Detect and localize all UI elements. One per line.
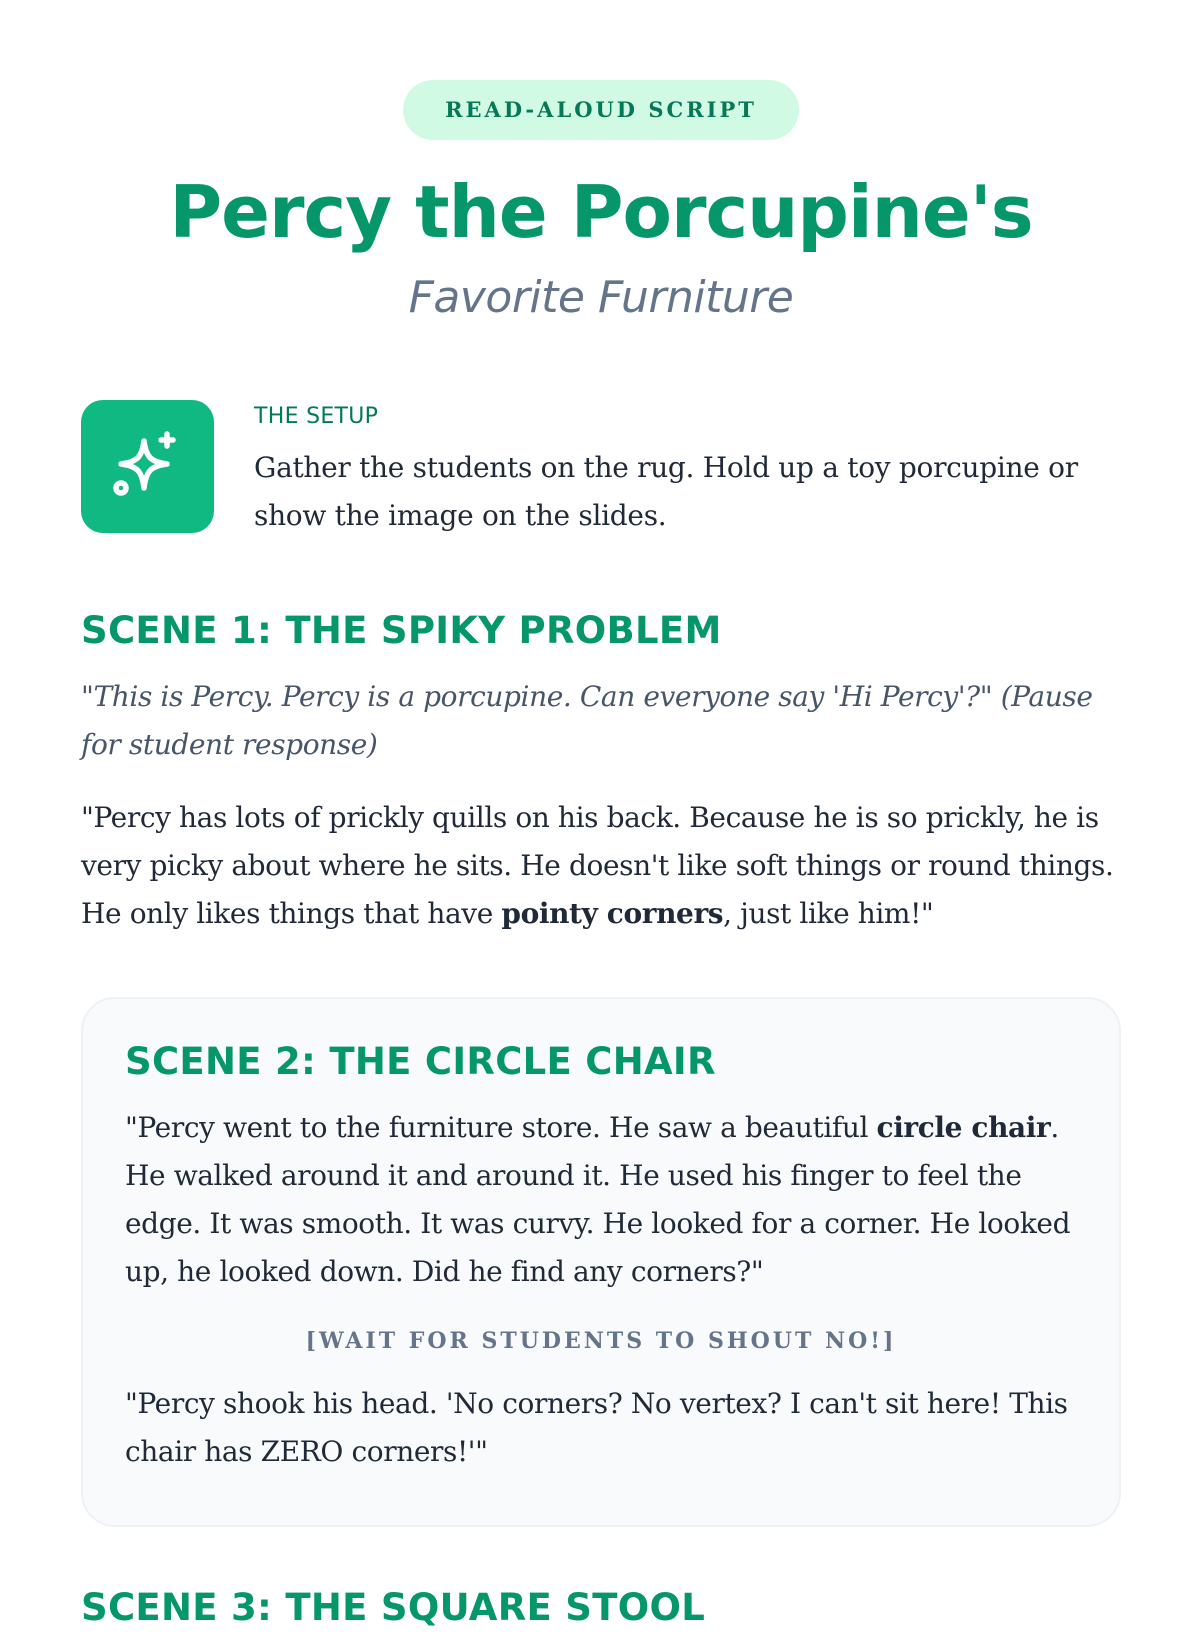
scene-2-heading: SCENE 2: THE CIRCLE CHAIR xyxy=(125,1040,716,1083)
scene-2-emphasis: circle chair xyxy=(876,1111,1051,1144)
script-type-badge: READ-ALOUD SCRIPT xyxy=(403,80,799,140)
script-page xyxy=(81,0,1121,1629)
scene-3-heading: SCENE 3: THE SQUARE STOOL xyxy=(81,1586,706,1629)
scene-1-heading: SCENE 1: THE SPIKY PROBLEM xyxy=(81,609,722,652)
setup-label: THE SETUP xyxy=(254,404,379,429)
scene-1-section xyxy=(81,605,1121,938)
scene-2-closing: "Percy shook his head. 'No corners? No vertex? I can't sit here! This chair has ZERO corners!'" xyxy=(125,1387,1068,1468)
setup-section xyxy=(81,400,1121,540)
scene-1-body xyxy=(81,794,1121,938)
page-header xyxy=(81,80,1121,334)
scene-3-section xyxy=(81,1582,1121,1634)
scene-2-body-start: "Percy went to the furniture store. He saw a beautiful xyxy=(125,1111,877,1144)
setup-instructions: Gather the students on the rug. Hold up a toy porcupine or show the image on the slides. xyxy=(254,451,1078,532)
sparkles-icon xyxy=(81,400,214,533)
scene-1-body-start: "Percy has lots of prickly quills on his back. Because he is so prickly, he is very picky about where he sits. He doesn't like soft things or round things. He only likes things that have xyxy=(81,801,1114,930)
page-title: Percy the Porcupine's xyxy=(169,170,1033,254)
setup-content xyxy=(254,400,1121,540)
scene-1-emphasis: pointy corners xyxy=(501,897,724,930)
page-subtitle: Favorite Furniture xyxy=(408,272,794,323)
scene-2-body xyxy=(125,1104,1077,1296)
scene-1-intro: "This is Percy. Percy is a porcupine. Can everyone say 'Hi Percy'?" (Pause for student response) xyxy=(81,680,1093,761)
scene-2-card xyxy=(81,997,1121,1527)
scene-1-body-end: , just like him!" xyxy=(723,897,934,930)
scene-2-body-end: . He walked around it and around it. He used his finger to feel the edge. It was smooth. It was curvy. He looked for a corner. He looked up, he looked down. Did he find any corners?" xyxy=(125,1111,1071,1288)
stage-direction: [WAIT FOR STUDENTS TO SHOUT NO!] xyxy=(305,1328,897,1354)
